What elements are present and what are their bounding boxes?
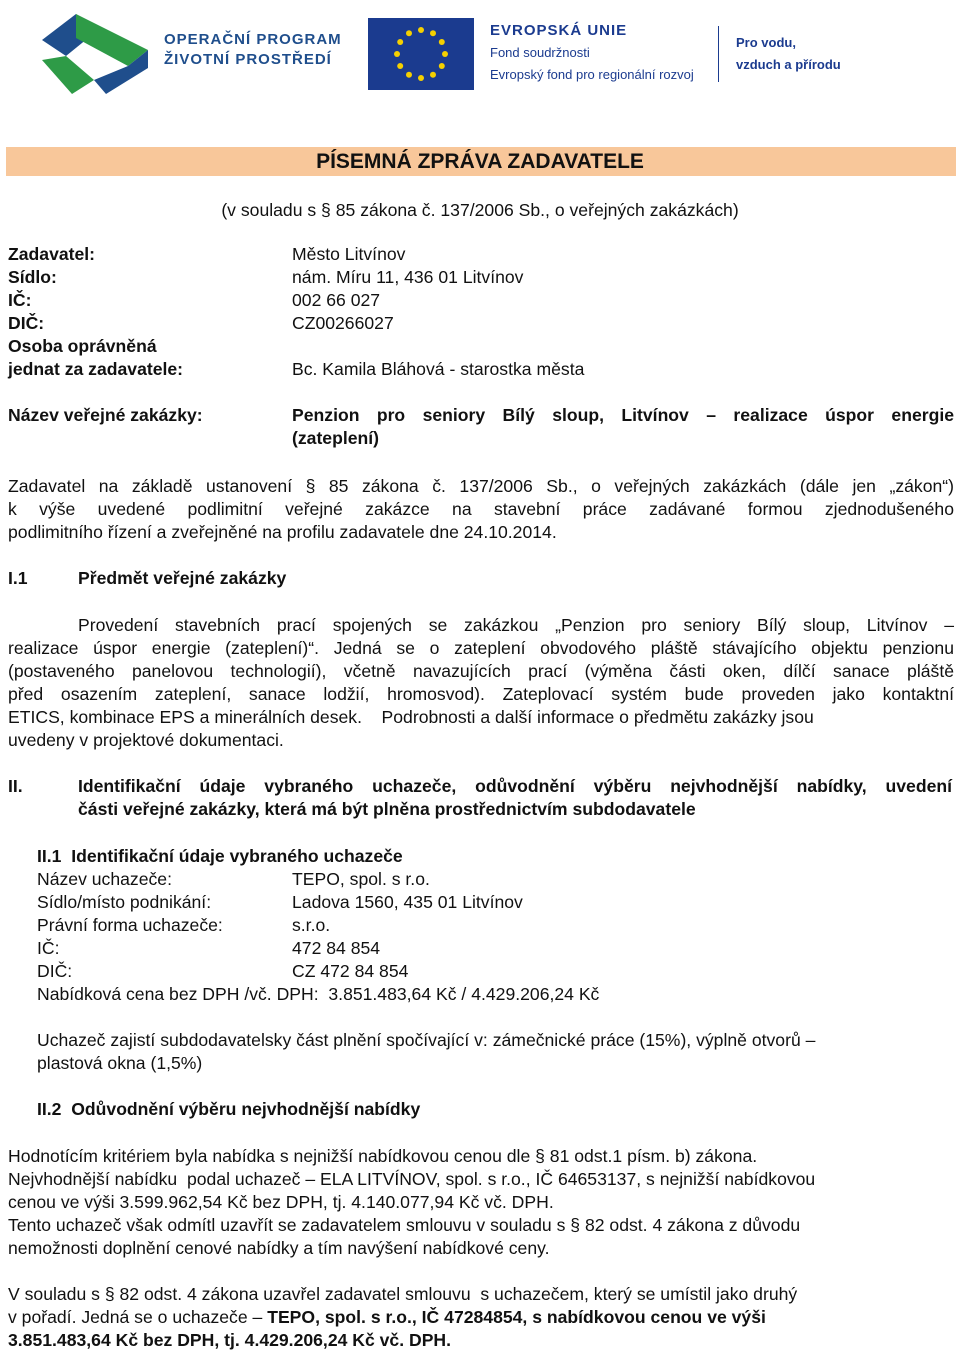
oduvodneni-line-4: Tento uchazeč však odmítl uzavřít se zadavatelem smlouvu v souladu s § 82 odst. 4 zákona z důvodu [8, 1215, 801, 1235]
section-ii-number: II. [8, 776, 23, 796]
section-ii1-heading: II.1 Identifikační údaje vybraného uchazeče [37, 846, 403, 866]
uchazec-ic-value: 472 84 854 [292, 938, 381, 958]
section-i1-line-2: realizace úspor energie (zateplení)“. Jedná se o zateplení obvodového pláště stávajícího objektu penzionu [8, 638, 954, 658]
section-i1-line-6: uvedeny v projektové dokumentaci. [8, 730, 284, 750]
ic-value: 002 66 027 [292, 290, 381, 310]
oduvodneni-line-7-plain: v pořadí. Jedná se o uchazeče – [8, 1307, 268, 1327]
oduvodneni-line-1: Hodnotícím kritériem byla nabídka s nejnižší nabídkovou cenou dle § 81 odst.1 písm. b) zákona. [8, 1146, 758, 1166]
intro-line-2: k výše uvedené podlimitní veřejné zakázce na stavební práce zadávané formou zjednodušeného [8, 499, 954, 519]
dic-value: CZ00266027 [292, 313, 394, 333]
nazev-zakazky-value-2: (zateplení) [292, 428, 379, 448]
oduvodneni-line-3: cenou ve výši 3.599.962,54 Kč bez DPH, tj. 4.140.077,94 Kč vč. DPH. [8, 1192, 554, 1212]
osoba-value: Bc. Kamila Bláhová - starostka města [292, 359, 585, 379]
oduvodneni-line-7-bold: TEPO, spol. s r.o., IČ 47284854, s nabídkovou cenou ve výši [267, 1307, 766, 1327]
header-logos [0, 0, 960, 110]
ic-label: IČ: [8, 290, 32, 310]
section-ii2-heading: II.2 Odůvodnění výběru nejvhodnější nabídky [37, 1099, 421, 1119]
uchazec-dic-value: CZ 472 84 854 [292, 961, 409, 981]
eu-star-icon [430, 72, 436, 78]
opzp-line-1: OPERAČNÍ PROGRAM [164, 31, 342, 48]
eu-star-icon [406, 30, 412, 36]
eu-star-icon [439, 39, 445, 45]
uchazec-ic-label: IČ: [37, 938, 60, 958]
uchazec-forma-value: s.r.o. [292, 915, 331, 935]
eu-star-icon [418, 75, 424, 81]
uchazec-forma-label: Právní forma uchazeče: [37, 915, 223, 935]
section-ii-heading-1: Identifikační údaje vybraného uchazeče, odůvodnění výběru nejvhodnější nabídky, uvedení [78, 776, 952, 796]
subdodavatel-line-2: plastová okna (1,5%) [37, 1053, 203, 1073]
uchazec-nazev-value: TEPO, spol. s r.o. [292, 869, 430, 889]
oduvodneni-line-7 [8, 1306, 954, 1329]
oduvodneni-line-8: 3.851.483,64 Kč bez DPH, tj. 4.429.206,24 Kč vč. DPH. [8, 1330, 452, 1350]
sidlo-value: nám. Míru 11, 436 01 Litvínov [292, 267, 524, 287]
sidlo-label: Sídlo: [8, 267, 57, 287]
section-i1-line-5: ETICS, kombinace EPS a minerálních desek. Podrobnosti a další informace o předmětu zakázky jsou [8, 707, 814, 727]
eu-flag-icon [368, 18, 474, 90]
eu-line-3: Evropský fond pro regionální rozvoj [490, 67, 694, 82]
section-i1-heading: Předmět veřejné zakázky [78, 568, 287, 588]
section-i1-line-3: (postaveného panelovou technologií), včetně navazujících prací (výměna části oken, dílčí sanace pláště [8, 661, 954, 681]
eu-star-icon [406, 72, 412, 78]
opzp-logo-icon [36, 10, 154, 96]
eu-star-icon [418, 27, 424, 33]
nazev-zakazky-label: Název veřejné zakázky: [8, 405, 203, 425]
header-divider [718, 26, 719, 82]
zadavatel-value: Město Litvínov [292, 244, 406, 264]
motto-line-1: Pro vodu, [736, 35, 796, 50]
eu-star-icon [397, 63, 403, 69]
oduvodneni-line-2: Nejvhodnější nabídku podal uchazeč – ELA LITVÍNOV, spol. s r.o., IČ 64653137, s nejnižší nabídkovou [8, 1169, 816, 1189]
eu-logo-text [490, 20, 694, 86]
uchazec-sidlo-label: Sídlo/místo podnikání: [37, 892, 212, 912]
uchazec-nazev-label: Název uchazeče: [37, 869, 172, 889]
opzp-line-2: ŽIVOTNÍ PROSTŘEDÍ [164, 51, 332, 68]
subdodavatel-line-1: Uchazeč zajistí subdodavatelsky část plnění spočívající v: zámečnické práce (15%), výplně otvorů – [37, 1030, 816, 1050]
opzp-logo-text [164, 30, 342, 70]
dic-label: DIČ: [8, 313, 45, 333]
motto-text [736, 32, 841, 76]
eu-star-icon [442, 51, 448, 57]
eu-star-icon [394, 51, 400, 57]
eu-line-2: Fond soudržnosti [490, 45, 590, 60]
uchazec-dic-label: DIČ: [37, 961, 73, 981]
page-subtitle: (v souladu s § 85 zákona č. 137/2006 Sb., o veřejných zakázkách) [221, 200, 739, 220]
motto-line-2: vzduch a přírodu [736, 57, 841, 72]
section-ii-heading-2: části veřejné zakázky, která má být plněna prostřednictvím subdodavatele [78, 799, 696, 819]
eu-star-icon [397, 39, 403, 45]
intro-line-1: Zadavatel na základě ustanovení § 85 zákona č. 137/2006 Sb., o veřejných zakázkách (dále jen „zákon“) [8, 476, 954, 496]
eu-star-icon [439, 63, 445, 69]
oduvodneni-line-6: V souladu s § 82 odst. 4 zákona uzavřel zadavatel smlouvu s uchazečem, který se umístil jako druhý [8, 1284, 798, 1304]
eu-star-icon [430, 30, 436, 36]
page-title: PÍSEMNÁ ZPRÁVA ZADAVATELE [316, 150, 644, 173]
uchazec-sidlo-value: Ladova 1560, 435 01 Litvínov [292, 892, 523, 912]
section-i1-line-1: Provedení stavebních prací spojených se zakázkou „Penzion pro seniory Bílý sloup, Litvínov – [78, 615, 954, 635]
section-i1-number: I.1 [8, 568, 28, 588]
oduvodneni-line-5: nemožnosti doplnění cenové nabídky a tím navýšení nabídkové ceny. [8, 1238, 550, 1258]
intro-line-3: podlimitního řízení a zveřejněné na profilu zadavatele dne 24.10.2014. [8, 522, 557, 542]
osoba-label-1: Osoba oprávněná [8, 336, 157, 356]
uchazec-cena: Nabídková cena bez DPH /vč. DPH: 3.851.483,64 Kč / 4.429.206,24 Kč [37, 984, 600, 1004]
section-i1-line-4: před osazením zateplení, sanace lodžií, hromosvod). Zateplovací systém bude proveden jako kontaktní [8, 684, 954, 704]
zadavatel-label: Zadavatel: [8, 244, 96, 264]
eu-line-1: EVROPSKÁ UNIE [490, 22, 628, 39]
nazev-zakazky-value-1: Penzion pro seniory Bílý sloup, Litvínov – realizace úspor energie [292, 405, 954, 425]
osoba-label-2: jednat za zadavatele: [8, 359, 184, 379]
